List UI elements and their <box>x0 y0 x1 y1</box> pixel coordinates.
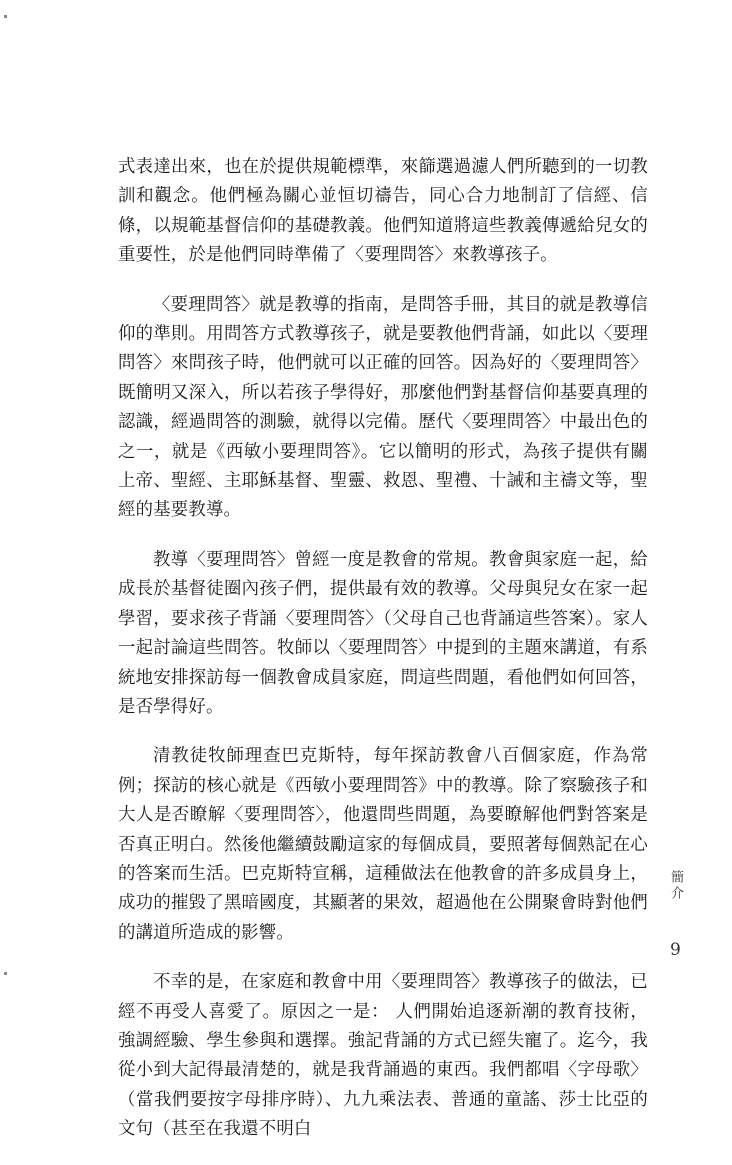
paragraph-2: 〈要理問答〉就是教導的指南，是問答手冊，其目的就是教導信仰的準則。用問答方式教導孩子，就是要教他們背誦，如此以〈要理問答〉來問孩子時，他們就可以正確的回答。因為好的〈要理問答〉既簡明又深入，所以若孩子學得好，那麼他們對基督信仰基要真理的認識，經過問答的測驗，就得以完備。歷代〈要理問答〉中最出色的之一，就是《西敏小要理問答》。它以簡明的形式，為孩子提供有關上帝、聖經、主耶穌基督、聖靈、救恩、聖禮、十誡和主禱文等，聖經的基要教導。 <box>118 294 648 521</box>
scan-edge-mark-bottom <box>4 972 7 975</box>
chapter-side-label: 簡介 <box>668 870 683 902</box>
paragraph-5: 不幸的是，在家庭和教會中用〈要理問答〉教導孩子的做法，已經不再受人喜愛了。原因之一是： 人們開始追逐新潮的教育技術，強調經驗、學生參與和選擇。強記背誦的方式已經失寵了。迄今，我從小到大記得最清楚的，就是我背誦過的東西。我們都唱〈字母歌〉（當我們要按字母排序時）、九九乘法表、普通的童謠、莎士比亞的文句（甚至在我還不明白 <box>118 972 648 1140</box>
paragraph-4: 清教徒牧師理查巴克斯特，每年探訪教會八百個家庭，作為常例；探訪的核心就是《西敏小要理問答》中的教導。除了察驗孩子和大人是否瞭解〈要理問答〉，他還問些問題，為要瞭解他們對答案是否真正明白。然後他繼續鼓勵這家的每個成員，要照著每個熟記在心的答案而生活。巴克斯特宣稱，這種做法在他教會的許多成員身上，成功的摧毀了黑暗國度，其顯著的果效，超過他在公開聚會時對他們的講道所造成的影響。 <box>118 746 648 943</box>
page-number: 9 <box>670 940 681 960</box>
paragraph-1: 式表達出來，也在於提供規範標準，來篩選過濾人們所聽到的一切教訓和觀念。他們極為關心並恒切禱告，同心合力地制訂了信經、信條，以規範基督信仰的基礎教義。他們知道將這些教義傳遞給兒女的重要性，於是他們同時準備了〈要理問答〉來教導孩子。 <box>118 157 648 266</box>
body-text <box>118 153 648 1165</box>
paragraph-3: 教導〈要理問答〉曾經一度是教會的常規。教會與家庭一起，給成長於基督徒圈內孩子們，提供最有效的教導。父母與兒女在家一起學習，要求孩子背誦〈要理問答〉（父母自己也背誦這些答案）。家人一起討論這些問答。牧師以〈要理問答〉中提到的主題來講道，有系統地安排探訪每一個教會成員家庭，問這些問題，看他們如何回答，是否學得好。 <box>118 549 648 717</box>
scan-edge-mark-top <box>4 15 7 18</box>
